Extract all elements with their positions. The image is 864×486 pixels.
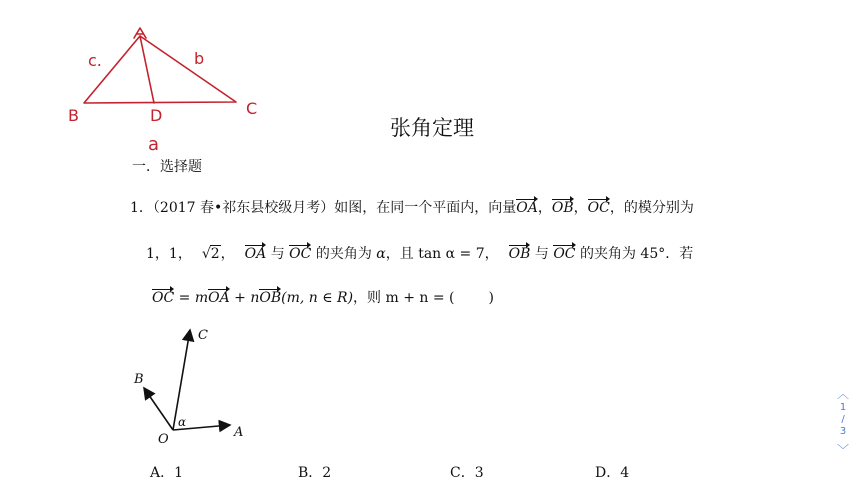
word-with: 与 [270, 246, 285, 262]
section-heading: 一．选择题 [132, 159, 202, 175]
label-c: c. [88, 51, 102, 70]
option-b[interactable]: B．2 [298, 465, 332, 481]
vector-OA: OA [516, 200, 538, 216]
page-navigator [836, 386, 850, 458]
angle-45: 的夹角为 45°．若 [579, 246, 694, 262]
separator: ， [220, 246, 235, 262]
vector-OC: OC [587, 200, 610, 216]
question-line-1 [130, 197, 694, 217]
vector-OC: OC [553, 246, 576, 262]
label-C-vertex: C [246, 99, 258, 118]
vector-OA: OA [208, 290, 230, 306]
paren-close: ) [488, 290, 494, 306]
label-side-a: a [148, 134, 160, 155]
figure-label-O: O [158, 432, 169, 447]
figure-label-A: A [234, 425, 244, 440]
chevron-down-icon[interactable]: ﹀ [836, 443, 849, 457]
figure-label-B: B [134, 372, 144, 387]
option-d[interactable]: D．4 [595, 465, 630, 481]
vector-OB: OB [259, 290, 282, 306]
total-pages: 3 [839, 426, 847, 437]
tan-expression: tan α = 7 [418, 246, 485, 262]
vector-OA: OA [244, 246, 267, 262]
word-with: 与 [534, 246, 549, 262]
and: ，且 [385, 246, 414, 262]
chevron-up-icon[interactable]: ︿ [836, 387, 849, 401]
equation-condition: (m, n ∈ R) [281, 290, 354, 306]
separator: ， [573, 200, 588, 216]
vector-OB-arrow [144, 388, 173, 430]
option-c[interactable]: C．3 [450, 465, 484, 481]
angle-is: 的夹角为 [315, 246, 372, 262]
question-source: （2017 春•祁东县校级月考）如图，在同一个平面内，向量 [152, 200, 517, 216]
triangle-outline [84, 36, 236, 103]
alpha: α [376, 246, 386, 262]
label-b: b [194, 49, 205, 68]
figure-label-alpha: α [178, 415, 187, 429]
vector-figure [128, 318, 258, 448]
question-number: 1． [130, 200, 153, 216]
vector-OB: OB [551, 200, 574, 216]
vector-OB: OB [508, 246, 531, 262]
question-line-2: 1，1， √2， OA 与 OC 的夹角为 α，且 tan α = 7， OB 与 OC 的夹角为 45°．若 [146, 246, 694, 262]
label-D: D [150, 106, 163, 125]
line2-start: 1，1， [146, 246, 192, 262]
equation-lhs: = m [174, 290, 209, 306]
page-separator: / [841, 414, 845, 425]
separator: ， [537, 200, 552, 216]
page-title: 张角定理 [390, 116, 474, 140]
option-a[interactable]: A．1 [150, 465, 184, 481]
equation-then: ，则 m + n = ( [353, 290, 455, 306]
separator: ， [484, 246, 499, 262]
label-B: B [68, 106, 79, 125]
cevian-AD [140, 36, 154, 103]
vector-OC: OC [152, 290, 175, 306]
line1-end: ，的模分别为 [609, 200, 694, 216]
equation-plus: + n [229, 290, 260, 306]
question-line-3 [152, 287, 494, 307]
sqrt-2: 2 [210, 246, 220, 262]
vector-OC: OC [289, 246, 312, 262]
figure-label-C: C [198, 328, 208, 343]
current-page: 1 [839, 402, 847, 413]
